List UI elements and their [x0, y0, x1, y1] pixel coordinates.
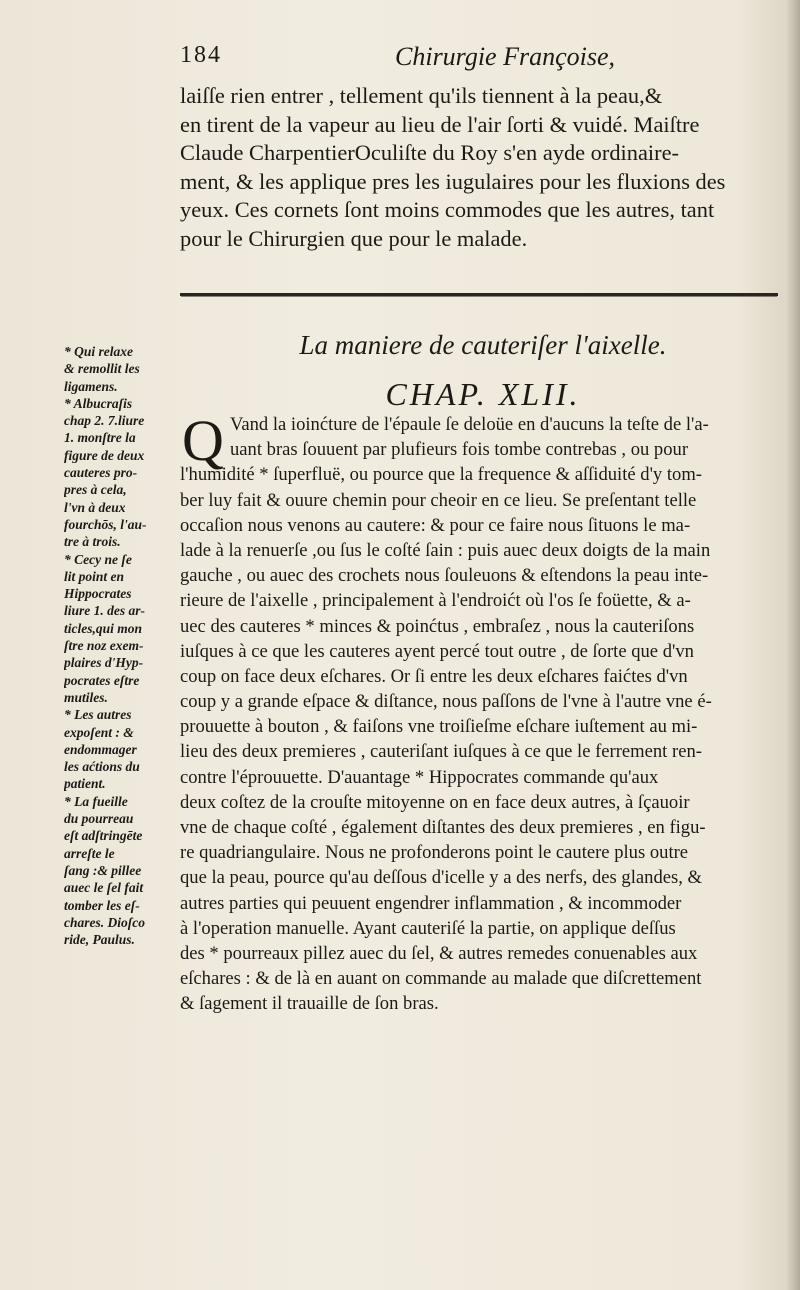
- margin-note-line: ſang :& pillee: [64, 862, 142, 878]
- margin-note-line: ligamens.: [64, 378, 118, 394]
- text-line: coup on face deux eſchares. Or ſi entre les deux eſchares faićtes d'vn: [180, 665, 688, 687]
- text-line: lieu des deux premieres , cauteriſant iuſques à ce que le ferrement ren-: [180, 741, 702, 763]
- text-line: prouuette à bouton , & faiſons vne troiſieſme eſchare iuſtement au mi-: [180, 716, 698, 738]
- margin-note-line: les aćtions du: [64, 759, 140, 775]
- text-line: autres parties qui peuuent engendrer inflammation , & incommoder: [180, 892, 682, 914]
- section-title: La maniere de cauteriſer l'aixelle.: [299, 330, 667, 360]
- upper-paragraph: [180, 82, 786, 254]
- section-divider-rule: [180, 293, 778, 296]
- text-line: Claude CharpentierOculiſte du Roy s'en ayde ordinaire-: [180, 140, 679, 166]
- margin-note-line: pres à cela,: [64, 482, 127, 498]
- text-line: uec des cauteres * minces & poinćtus , embraſez , nous la cauteriſons: [180, 615, 695, 637]
- margin-note-line: & remollit les: [64, 361, 140, 377]
- text-line: eſchares : & de là en auant on commande au malade que diſcrettement: [180, 968, 702, 990]
- text-line: ber luy fait & ouure chemin pour cheoir en ce lieu. Se preſentant telle: [180, 489, 697, 511]
- text-line: deux coſtez de la crouſte mitoyenne on en face deux autres, à ſçauoir: [180, 791, 690, 813]
- text-line: occaſion nous venons au cautere: & pour ce faire nous ſituons le ma-: [180, 514, 691, 536]
- text-line: yeux. Ces cornets ſont moins commodes que les autres, tant: [180, 197, 715, 223]
- margin-note-line: fourchōs, l'au-: [64, 516, 147, 532]
- text-line: des * pourreaux pillez auec du ſel, & autres remedes conuenables aux: [180, 942, 698, 964]
- text-line: rieure de l'aixelle , principalement à l'endroićt où l'os ſe foüette, & a-: [180, 590, 691, 612]
- margin-note-line: mutiles.: [64, 689, 108, 705]
- running-title: Chirurgie Françoise,: [395, 42, 616, 71]
- margin-note-line: lit point en: [64, 568, 125, 584]
- chapter-heading: CHAP. XLII.: [385, 376, 581, 412]
- text-line: que la peau, pource qu'au deſſous d'icelle y a des nerfs, des glandes, &: [180, 867, 702, 889]
- margin-note-line: * Les autres: [64, 707, 132, 723]
- margin-note-line: l'vn à deux: [64, 499, 126, 515]
- page-edge-shadow: [786, 0, 800, 1290]
- text-line: Vand la ioinćture de l'épaule ſe deloüe en d'aucuns la teſte de l'a-: [230, 414, 709, 435]
- margin-note-line: plaires d'Hyp-: [64, 655, 144, 671]
- text-line: vne de chaque coſté , également diſtantes des deux premieres , en figu-: [180, 817, 706, 838]
- chapter-body: [180, 408, 786, 1017]
- margin-note-line: tomber les eſ-: [64, 897, 140, 913]
- margin-note-line: cauteres pro-: [64, 465, 138, 481]
- margin-note-line: pocrates eſtre: [64, 672, 140, 688]
- page-header: [180, 42, 780, 82]
- margin-note-line: * Qui relaxe: [64, 344, 133, 359]
- text-line: uant bras ſouuent par plufieurs fois tombe contrebas , ou pour: [230, 439, 689, 461]
- margin-note-line: arreſte le: [64, 845, 115, 861]
- margin-note-line: chap 2. 7.liure: [64, 413, 145, 429]
- text-line: ment, & les applique pres les iugulaires pour les fluxions des: [180, 168, 726, 194]
- text-line: à l'operation manuelle. Ayant cauteriſé la partie, on applique deſſus: [180, 917, 676, 939]
- text-line: en tirent de la vapeur au lieu de l'air ſorti & vuidé. Maiſtre: [180, 111, 700, 137]
- margin-note-line: 1. monſtre la: [64, 430, 136, 446]
- margin-note-line: tre à trois.: [64, 534, 121, 550]
- margin-note-line: * Albucraſis: [64, 395, 133, 411]
- text-line: laiſſe rien entrer , tellement qu'ils tiennent à la peau,&: [180, 83, 663, 108]
- margin-note-line: auec le ſel fait: [64, 880, 144, 896]
- text-line: coup y a grande eſpace & diſtance, nous paſſons de l'vne à l'autre vne é-: [180, 691, 712, 713]
- margin-note-line: chares. Dioſco: [64, 914, 145, 930]
- page-number: 184: [180, 42, 222, 68]
- margin-note-line: figure de deux: [64, 447, 145, 463]
- margin-note-line: endommager: [64, 741, 137, 757]
- text-line: contre l'éprouuette. D'auantage * Hippocrates commande qu'aux: [180, 766, 659, 788]
- margin-note-line: ride, Paulus.: [64, 932, 135, 948]
- text-line: & ſagement il trauaille de ſon bras.: [180, 993, 439, 1015]
- margin-note-line: ſtre noz exem-: [64, 638, 144, 654]
- text-line: lade à la renuerſe ,ou ſus le coſté ſain : puis auec deux doigts de la main: [180, 539, 711, 561]
- margin-note-line: patient.: [64, 776, 106, 792]
- margin-note-line: eſt adſtringēte: [64, 828, 143, 844]
- margin-note-line: Hippocrates: [64, 586, 132, 602]
- margin-note-line: ticles,qui mon: [64, 620, 143, 636]
- text-line: pour le Chirurgien que pour le malade.: [180, 225, 528, 251]
- text-line: iuſques à ce que les cauteres ayent percé tout outre , de ſorte que d'vn: [180, 640, 694, 662]
- text-line: re quadriangulaire. Nous ne profonderons point le cautere plus outre: [180, 842, 689, 864]
- margin-note-line: * Cecy ne ſe: [64, 551, 132, 567]
- margin-note-line: expoſent : &: [64, 724, 134, 740]
- margin-notes: [64, 343, 178, 948]
- margin-note-line: * La fueille: [64, 793, 128, 809]
- margin-note-line: du pourreau: [64, 811, 134, 827]
- drop-cap: Q: [182, 408, 224, 473]
- text-line: l'humidité * ſuperfluë, ou pource que la frequence & aſſiduité d'y tom-: [180, 464, 702, 486]
- margin-note-line: liure 1. des ar-: [64, 603, 145, 619]
- text-line: gauche , ou auec des crochets nous ſouleuons & eſtendons la peau inte-: [180, 565, 709, 587]
